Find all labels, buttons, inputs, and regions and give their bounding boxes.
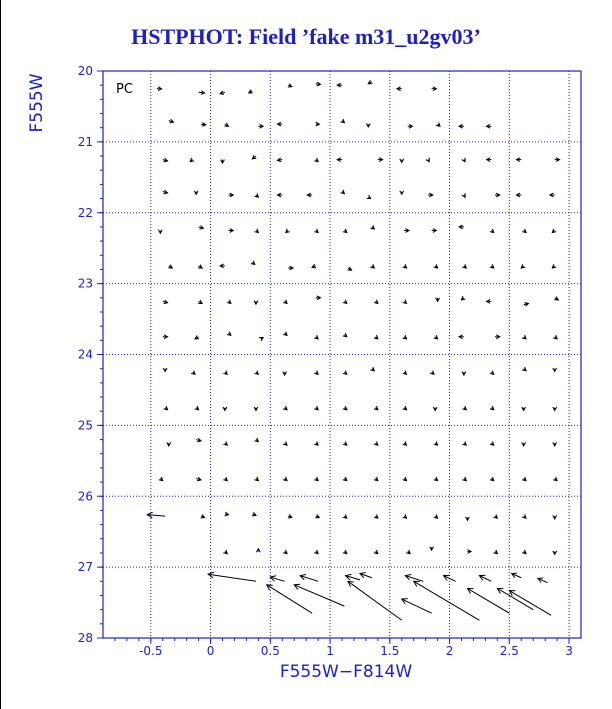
- vector-arrow: [348, 581, 402, 620]
- x-tick-label: 0.5: [260, 644, 280, 658]
- vector-arrow: [225, 512, 229, 516]
- vector-arrow: [428, 193, 433, 197]
- vector-arrow: [164, 406, 168, 410]
- vector-arrow: [258, 124, 263, 128]
- vector-arrow: [254, 193, 258, 197]
- vector-arrow: [521, 264, 525, 268]
- vector-arrow: [286, 229, 290, 233]
- vector-arrow: [462, 296, 466, 300]
- vector-arrow: [490, 477, 494, 481]
- vector-arrow: [434, 264, 438, 268]
- vector-arrow: [283, 332, 287, 336]
- y-tick-label: 26: [77, 489, 93, 504]
- vector-arrow: [490, 371, 494, 375]
- vector-arrow: [343, 371, 347, 375]
- vector-arrow: [163, 300, 168, 304]
- vector-arrow: [370, 225, 374, 229]
- vector-arrow: [223, 441, 227, 445]
- vector-arrow: [314, 158, 318, 162]
- vector-arrow: [314, 477, 318, 481]
- vector-arrow: [512, 573, 522, 578]
- vector-arrow: [367, 195, 371, 198]
- vector-arrow: [223, 371, 227, 375]
- vector-arrow: [316, 122, 320, 126]
- x-tick-label: -0.5: [139, 644, 163, 658]
- vector-arrow: [487, 299, 492, 303]
- vector-arrow: [516, 158, 521, 162]
- vector-arrow: [403, 264, 407, 268]
- chart-title: HSTPHOT: Field ’fake m31_u2gv03’: [131, 24, 481, 49]
- plot-frame: [103, 71, 581, 638]
- vector-arrow: [522, 229, 526, 233]
- vector-arrow: [403, 441, 407, 445]
- y-tick-label: 24: [77, 347, 93, 362]
- vector-arrow: [228, 193, 233, 197]
- vector-arrow: [497, 588, 533, 609]
- vector-arrow: [368, 80, 372, 83]
- vector-arrow: [283, 406, 287, 410]
- vector-arrow: [522, 477, 526, 481]
- vector-arrow: [259, 337, 263, 340]
- vector-arrow: [552, 229, 556, 233]
- vector-arrow: [348, 267, 352, 270]
- vector-arrow: [223, 477, 227, 481]
- vector-arrow: [553, 442, 557, 446]
- vector-arrow: [433, 407, 437, 411]
- vector-arrow: [553, 551, 557, 555]
- vector-arrow: [220, 264, 225, 268]
- vector-arrow: [277, 158, 282, 162]
- y-tick-label: 25: [77, 418, 93, 433]
- vector-arrow: [343, 333, 347, 337]
- x-tick-label: 3: [565, 644, 573, 658]
- vector-shaft: [208, 574, 256, 581]
- vector-arrow: [374, 550, 378, 554]
- vector-arrow: [194, 191, 198, 195]
- vector-arrow: [254, 229, 258, 233]
- vector-arrow: [221, 160, 225, 164]
- vector-arrow: [414, 581, 480, 620]
- vector-arrow: [163, 158, 168, 162]
- vector-arrow: [254, 438, 258, 442]
- vector-arrow: [314, 335, 318, 339]
- vector-shaft: [294, 585, 344, 606]
- vector-arrow: [167, 442, 171, 446]
- vector-arrow: [254, 301, 258, 305]
- vector-arrow: [283, 441, 287, 445]
- vector-arrow: [434, 477, 438, 481]
- vector-arrow: [283, 372, 287, 376]
- vector-arrow: [366, 123, 370, 127]
- vector-arrow: [462, 158, 465, 162]
- vector-arrow: [314, 406, 318, 410]
- vector-arrow: [479, 575, 491, 581]
- x-tick-label: 2: [445, 644, 454, 658]
- vector-arrow: [199, 226, 204, 230]
- vector-arrow: [224, 123, 228, 126]
- vector-head: [462, 193, 465, 197]
- vector-arrow: [490, 229, 494, 233]
- vector-arrow: [316, 296, 321, 300]
- vector-shaft: [414, 581, 480, 620]
- vector-arrow: [374, 335, 378, 339]
- vector-arrow: [466, 517, 470, 521]
- vector-arrow: [343, 514, 347, 518]
- vector-arrow: [462, 441, 466, 445]
- vector-arrow: [522, 514, 526, 518]
- vector-arrow: [552, 264, 556, 268]
- vector-arrow: [374, 477, 378, 481]
- vector-arrow: [436, 123, 440, 127]
- grid-layer: [103, 71, 581, 638]
- vector-arrow: [283, 300, 287, 304]
- vector-arrow: [434, 335, 438, 339]
- vector-arrow: [223, 550, 227, 554]
- vector-arrow: [191, 371, 195, 375]
- vector-arrow: [509, 591, 551, 616]
- vector-arrow: [256, 549, 260, 553]
- vector-arrow: [397, 87, 402, 91]
- vector-arrow: [314, 371, 318, 375]
- vector-arrow: [314, 229, 318, 233]
- vector-arrow: [487, 124, 492, 128]
- vector-arrow: [223, 407, 227, 411]
- vector-arrow: [553, 335, 557, 339]
- vector-arrow: [288, 84, 292, 88]
- vector-arrow: [374, 300, 378, 304]
- vector-arrow: [277, 193, 282, 197]
- vector-arrow: [555, 158, 560, 162]
- y-tick-label: 28: [77, 631, 93, 645]
- y-tick-label: 23: [77, 276, 93, 291]
- vector-arrow: [495, 193, 500, 197]
- vector-arrow: [493, 514, 497, 518]
- vector-arrow: [252, 512, 256, 516]
- vector-arrow: [378, 158, 383, 162]
- vector-arrow: [432, 229, 437, 233]
- vector-arrow: [227, 332, 231, 336]
- vector-arrow: [462, 264, 466, 268]
- vector-arrow: [553, 407, 557, 411]
- tick-layer: [78, 64, 573, 658]
- vector-arrow: [195, 335, 199, 338]
- vector-arrow: [163, 190, 168, 194]
- y-tick-label: 27: [77, 560, 93, 575]
- vector-head: [426, 158, 429, 162]
- vector-arrow: [400, 191, 404, 195]
- vector-arrow: [270, 576, 284, 582]
- vector-arrow: [459, 335, 464, 339]
- vector-arrow: [462, 406, 466, 410]
- vector-arrow: [343, 406, 347, 410]
- vector-arrow: [159, 477, 163, 481]
- vector-arrow: [343, 229, 347, 233]
- panel-label: PC: [116, 82, 133, 97]
- vector-arrow: [360, 573, 372, 578]
- vector-arrow: [374, 406, 378, 410]
- vector-arrow: [208, 572, 256, 581]
- vector-arrow: [462, 477, 466, 481]
- vector-arrow: [163, 368, 167, 372]
- vector-arrow: [157, 87, 162, 91]
- vector-arrow: [168, 265, 172, 268]
- vector-arrow: [288, 514, 292, 518]
- vector-arrow: [467, 550, 471, 554]
- y-tick-label: 21: [77, 134, 93, 149]
- vector-arrow: [228, 229, 233, 233]
- vector-arrow: [490, 406, 494, 410]
- vector-arrow: [252, 155, 256, 159]
- vector-arrow: [403, 300, 407, 304]
- vector-arrow: [198, 265, 202, 268]
- x-tick-label: 1.5: [380, 644, 400, 658]
- vector-arrow: [300, 574, 318, 581]
- vector-arrow: [340, 190, 344, 194]
- x-tick-label: 1: [326, 644, 334, 658]
- vector-arrow: [408, 124, 413, 128]
- vector-arrow: [403, 371, 407, 375]
- vector-arrow: [283, 550, 287, 554]
- vector-arrow: [403, 406, 407, 410]
- vector-arrow: [495, 335, 500, 339]
- vector-arrow: [249, 90, 253, 93]
- vector-shaft: [509, 591, 551, 616]
- vector-arrow: [196, 477, 201, 481]
- vector-arrow: [195, 406, 199, 410]
- vector-arrow: [554, 296, 558, 299]
- vector-arrow: [553, 515, 557, 519]
- vector-arrow: [190, 158, 194, 162]
- vector-shaft: [497, 588, 533, 609]
- vector-arrow: [493, 550, 497, 554]
- vector-arrow: [430, 371, 434, 375]
- y-tick-label: 22: [77, 205, 93, 220]
- y-tick-label: 20: [77, 64, 93, 78]
- vector-arrow: [522, 407, 526, 411]
- vector-arrow: [277, 122, 282, 126]
- vector-arrow: [524, 303, 529, 307]
- vector-arrow: [374, 441, 378, 445]
- vector-arrow: [199, 91, 205, 95]
- vector-arrow: [403, 335, 407, 339]
- vector-arrow: [254, 477, 258, 481]
- vector-arrow: [462, 372, 466, 376]
- vector-arrow: [432, 87, 437, 91]
- vector-arrow: [294, 584, 344, 606]
- vector-arrow: [343, 441, 347, 445]
- vector-arrow: [434, 441, 438, 445]
- vector-arrow: [254, 407, 258, 411]
- vector-arrow: [406, 550, 410, 554]
- x-tick-label: 2.5: [499, 644, 519, 658]
- vector-arrow: [403, 514, 407, 518]
- vector-arrow: [343, 477, 347, 481]
- vector-arrow: [201, 514, 205, 518]
- vector-arrow: [201, 122, 206, 126]
- vector-arrow: [404, 229, 409, 233]
- vector-arrow: [402, 599, 432, 614]
- vector-arrow: [538, 578, 548, 583]
- vector-arrow: [522, 367, 526, 371]
- vector-arrow: [316, 82, 321, 86]
- vector-arrow: [312, 264, 316, 268]
- vector-arrow: [405, 574, 423, 581]
- vector-arrow: [251, 261, 255, 265]
- vector-arrow: [400, 159, 404, 163]
- vector-arrow: [198, 300, 202, 303]
- vector-arrow: [522, 550, 526, 554]
- vector-head: [462, 158, 465, 162]
- vector-arrow: [370, 367, 374, 371]
- vector-arrow: [462, 193, 465, 197]
- vector-arrow: [337, 158, 342, 162]
- vector-arrow: [550, 193, 555, 197]
- vector-layer: [147, 80, 559, 620]
- vector-arrow: [283, 477, 287, 481]
- x-axis-label: F555W−F814W: [279, 662, 413, 682]
- vector-arrow: [516, 193, 521, 197]
- vector-arrow: [459, 225, 464, 229]
- vector-arrow: [227, 300, 231, 304]
- vector-arrow: [315, 514, 319, 518]
- vector-arrow: [553, 477, 557, 481]
- vector-arrow: [434, 514, 438, 518]
- vector-arrow: [254, 371, 258, 375]
- vector-arrow: [490, 441, 494, 445]
- vector-arrow: [307, 193, 312, 197]
- vector-arrow: [553, 368, 557, 372]
- vector-arrow: [522, 335, 526, 339]
- vector-arrow: [343, 550, 347, 554]
- vector-arrow: [163, 335, 168, 339]
- y-axis-label: F555W: [27, 73, 47, 133]
- vector-arrow: [196, 438, 201, 442]
- vector-arrow: [337, 83, 342, 87]
- vector-shaft: [402, 599, 432, 613]
- vector-arrow: [436, 298, 440, 302]
- vector-arrow: [374, 514, 378, 518]
- vector-arrow: [403, 477, 407, 481]
- vector-arrow: [314, 441, 318, 445]
- vector-arrow: [522, 442, 526, 446]
- vector-arrow: [370, 264, 374, 268]
- vector-arrow: [314, 550, 318, 554]
- vector-arrow: [490, 264, 494, 268]
- vector-arrow: [426, 158, 429, 162]
- vector-arrow: [158, 230, 162, 234]
- vector-arrow: [169, 119, 174, 123]
- vector-arrow: [340, 119, 344, 123]
- vector-arrow: [147, 512, 165, 518]
- vector-arrow: [220, 91, 225, 95]
- vector-arrow: [430, 547, 434, 551]
- x-tick-label: 0: [206, 644, 215, 658]
- vector-arrow: [288, 266, 293, 270]
- vector-arrow: [346, 574, 360, 580]
- vector-arrow: [459, 124, 464, 128]
- vector-arrow: [343, 300, 347, 304]
- vector-arrow: [487, 158, 492, 162]
- vector-arrow: [444, 575, 456, 581]
- vector-shaft: [348, 581, 402, 620]
